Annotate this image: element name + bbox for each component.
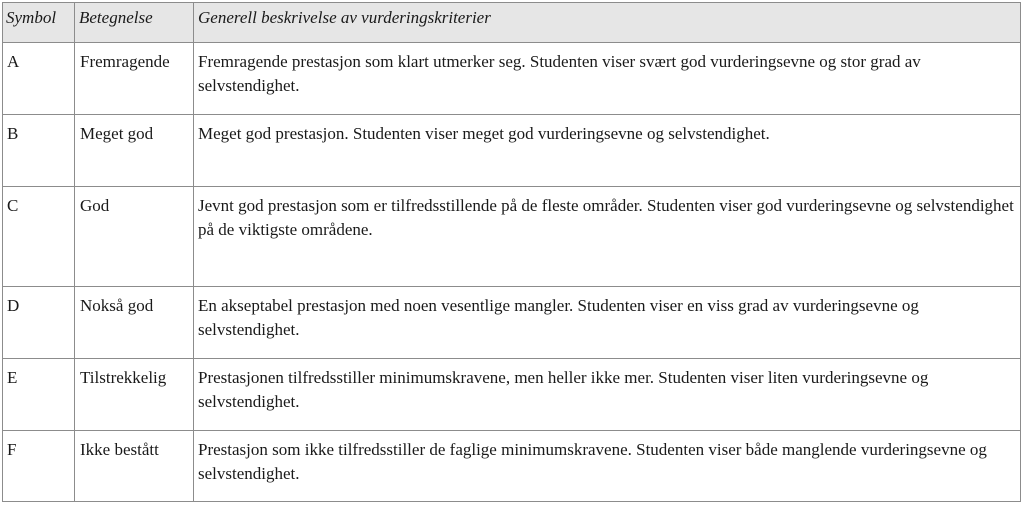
grade-symbol: C xyxy=(3,187,75,287)
grade-description: Fremragende prestasjon som klart utmerker seg. Studenten viser svært god vurderingsevne og stor grad av selvstendighet. xyxy=(194,43,1021,115)
grade-name: God xyxy=(75,187,194,287)
grading-scale-table xyxy=(2,2,1021,502)
grade-symbol: F xyxy=(3,431,75,502)
table-row xyxy=(3,359,1021,431)
table-row xyxy=(3,287,1021,359)
grade-symbol: E xyxy=(3,359,75,431)
header-name: Betegnelse xyxy=(75,3,194,43)
header-description: Generell beskrivelse av vurderingskriterier xyxy=(194,3,1021,43)
grade-description: Meget god prestasjon. Studenten viser meget god vurderingsevne og selvstendighet. xyxy=(194,115,1021,187)
table-row xyxy=(3,431,1021,502)
grade-symbol: D xyxy=(3,287,75,359)
grade-description: Jevnt god prestasjon som er tilfredsstillende på de fleste områder. Studenten viser god vurderingsevne og selvstendighet på de viktigste områdene. xyxy=(194,187,1021,287)
table-header xyxy=(3,3,1021,43)
table-row xyxy=(3,43,1021,115)
grade-description: En akseptabel prestasjon med noen vesentlige mangler. Studenten viser en viss grad av vurderingsevne og selvstendighet. xyxy=(194,287,1021,359)
grade-name: Meget god xyxy=(75,115,194,187)
header-row xyxy=(3,3,1021,43)
grade-description: Prestasjon som ikke tilfredsstiller de faglige minimumskravene. Studenten viser både manglende vurderingsevne og selvstendighet. xyxy=(194,431,1021,502)
table-row xyxy=(3,115,1021,187)
grade-name: Tilstrekkelig xyxy=(75,359,194,431)
table-body xyxy=(3,43,1021,502)
grade-description: Prestasjonen tilfredsstiller minimumskravene, men heller ikke mer. Studenten viser liten vurderingsevne og selvstendighet. xyxy=(194,359,1021,431)
grade-symbol: A xyxy=(3,43,75,115)
table-row xyxy=(3,187,1021,287)
grade-name: Ikke bestått xyxy=(75,431,194,502)
grade-symbol: B xyxy=(3,115,75,187)
header-symbol: Symbol xyxy=(3,3,75,43)
grade-name: Fremragende xyxy=(75,43,194,115)
grade-name: Nokså god xyxy=(75,287,194,359)
